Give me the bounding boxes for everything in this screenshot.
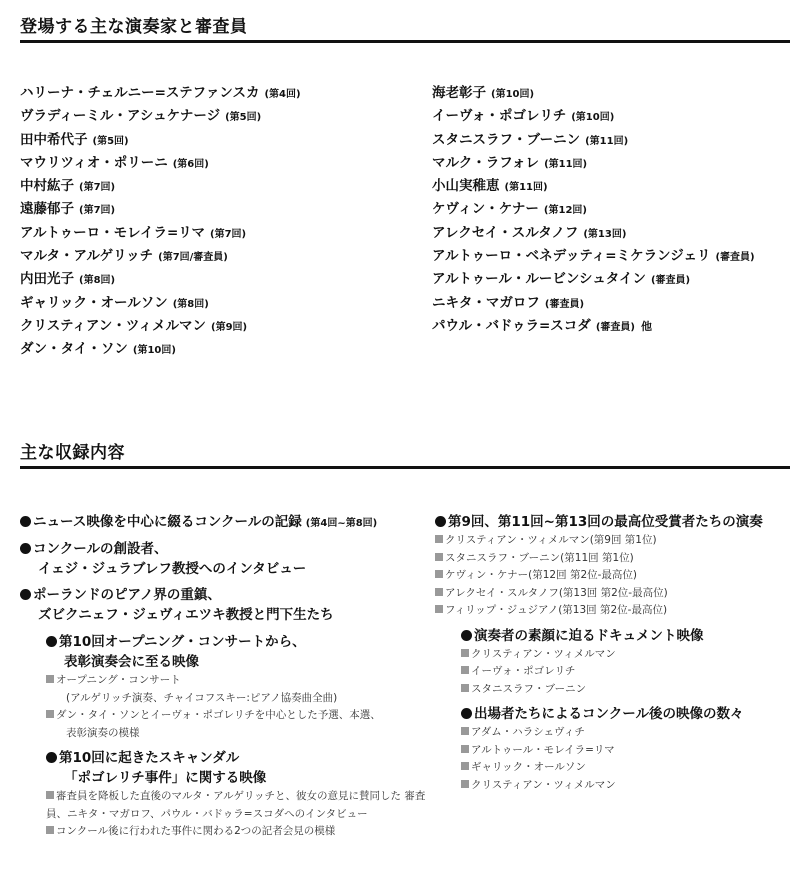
performer-entry: アルトゥーロ・ベネデッティ=ミケランジェリ (審査員) [432, 248, 755, 265]
performer-entry: 中村紘子 (第7回) [20, 178, 116, 195]
bullet-icon [435, 516, 446, 527]
performer-entry: ダン・タイ・ソン (第10回) [20, 341, 176, 358]
performer-entry: スタニスラフ・ブーニン (第11回) [432, 131, 629, 148]
section-divider [20, 40, 790, 43]
square-bullet-icon [46, 791, 54, 799]
performer-entry: ギャリック・オールソン (第8回) [20, 294, 209, 311]
square-bullet-icon [461, 762, 469, 770]
performer-entry: アルトゥーロ・モレイラ=リマ (第7回) [20, 224, 247, 241]
section-title-performers: 登場する主な演奏家と審査員 [20, 17, 248, 37]
performer-entry: アルトゥール・ルービンシュタイン (審査員) [432, 271, 691, 288]
performer-entry: 遠藤郁子 (第7回) [20, 201, 116, 218]
bullet-icon [20, 516, 31, 527]
content-item-after-concours: 出場者たちによるコンクール後の映像の数々 アダム・ハラシェヴィチ アルトゥール・モレイラ=リマ ギャリック・オールソン クリスティアン・ツィメルマン [435, 704, 795, 794]
bullet-icon [46, 636, 57, 647]
performer-entry: ハリーナ・チェルニー=ステファンスカ (第4回) [20, 85, 301, 101]
performer-entry: 小山実稚恵 (第11回) [432, 178, 548, 195]
performer-entry: マルク・ラフォレ (第11回) [432, 154, 588, 171]
performer-entry: パウル・バドゥラ=スコダ (審査員) 他 [432, 317, 652, 334]
performer-entry: ケヴィン・ケナー (第12回) [432, 201, 587, 218]
content-item-news: ニュース映像を中心に綴るコンクールの記録 (第4回~第8回) [20, 512, 420, 534]
section-divider [20, 466, 790, 469]
bullet-icon [461, 630, 472, 641]
bullet-icon [20, 589, 31, 600]
performer-entry: イーヴォ・ポゴレリチ (第10回) [432, 108, 615, 125]
content-item-professor: ポーランドのピアノ界の重鎮、 ズビクニェフ・ジェヴィエツキ教授と門下生たち [20, 585, 420, 625]
square-bullet-icon [461, 780, 469, 788]
performer-entry: アレクセイ・スルタノフ (第13回) [432, 224, 627, 241]
square-bullet-icon [461, 745, 469, 753]
performers-right-column [432, 82, 755, 338]
square-bullet-icon [461, 727, 469, 735]
bullet-icon [20, 543, 31, 554]
performer-entry: マルタ・アルゲリッチ (第7回/審査員) [20, 248, 228, 265]
performer-entry: ヴラディーミル・アシュケナージ (第5回) [20, 108, 262, 125]
contents-left-column [20, 512, 426, 841]
performer-entry: 海老彰子 (第10回) [432, 85, 535, 101]
square-bullet-icon [461, 649, 469, 657]
square-bullet-icon [435, 588, 443, 596]
square-bullet-icon [435, 535, 443, 543]
square-bullet-icon [435, 570, 443, 578]
content-item-scandal: 第10回に起きたスキャンダル 「ポゴレリチ事件」に関する映像 審査員を降板した直後のマルタ・アルゲリッチと、彼女の意見に賛同した 審査員、ニキタ・マガロフ、パウル・バドゥラ=スコダへのインタビュー コンクール後に行われた事件に関わる2つの記者会見の模様 [46, 750, 426, 837]
performer-entry: 田中希代子 (第5回) [20, 131, 129, 148]
content-item-winners: 第9回、第11回~第13回の最高位受賞者たちの演奏 クリスティアン・ツィメルマン(第9回 第1位) スタニスラフ・ブーニン(第11回 第1位) ケヴィン・ケナー(第12回 第2位-最高位) アレクセイ・スルタノフ(第13回 第2位-最高位) フィリップ・ジュジアノ(第13回 第2位-最高位) [435, 512, 795, 620]
performer-entry: 内田光子 (第8回) [20, 271, 116, 288]
square-bullet-icon [435, 553, 443, 561]
square-bullet-icon [46, 710, 54, 718]
performers-left-column [20, 82, 301, 362]
bullet-icon [461, 708, 472, 719]
square-bullet-icon [461, 666, 469, 674]
content-item-interview: コンクールの創設者、 イェジ・ジュラブレフ教授へのインタビュー [20, 539, 420, 579]
square-bullet-icon [435, 605, 443, 613]
contents-right-column [435, 512, 795, 794]
section-title-contents: 主な収録内容 [20, 443, 125, 463]
square-bullet-icon [46, 826, 54, 834]
content-item-documentary: 演奏者の素顔に迫るドキュメント映像 クリスティアン・ツィメルマン イーヴォ・ポゴレリチ スタニスラフ・ブーニン [435, 626, 795, 699]
performer-entry: クリスティアン・ツィメルマン (第9回) [20, 317, 248, 334]
content-item-opening-concert: 第10回オープニング・コンサートから、 表彰演奏会に至る映像 オープニング・コンサート (アルゲリッチ演奏、チャイコフスキー:ピアノ協奏曲全曲) ダン・タイ・ソンとイーヴォ・ポゴレリチを中心とした予選、本選、 表彰演奏の模様 [20, 632, 420, 742]
square-bullet-icon [461, 684, 469, 692]
performer-entry: マウリツィオ・ポリーニ (第6回) [20, 154, 209, 171]
performer-entry: ニキタ・マガロフ (審査員) [432, 294, 585, 311]
bullet-icon [46, 752, 57, 763]
square-bullet-icon [46, 675, 54, 683]
